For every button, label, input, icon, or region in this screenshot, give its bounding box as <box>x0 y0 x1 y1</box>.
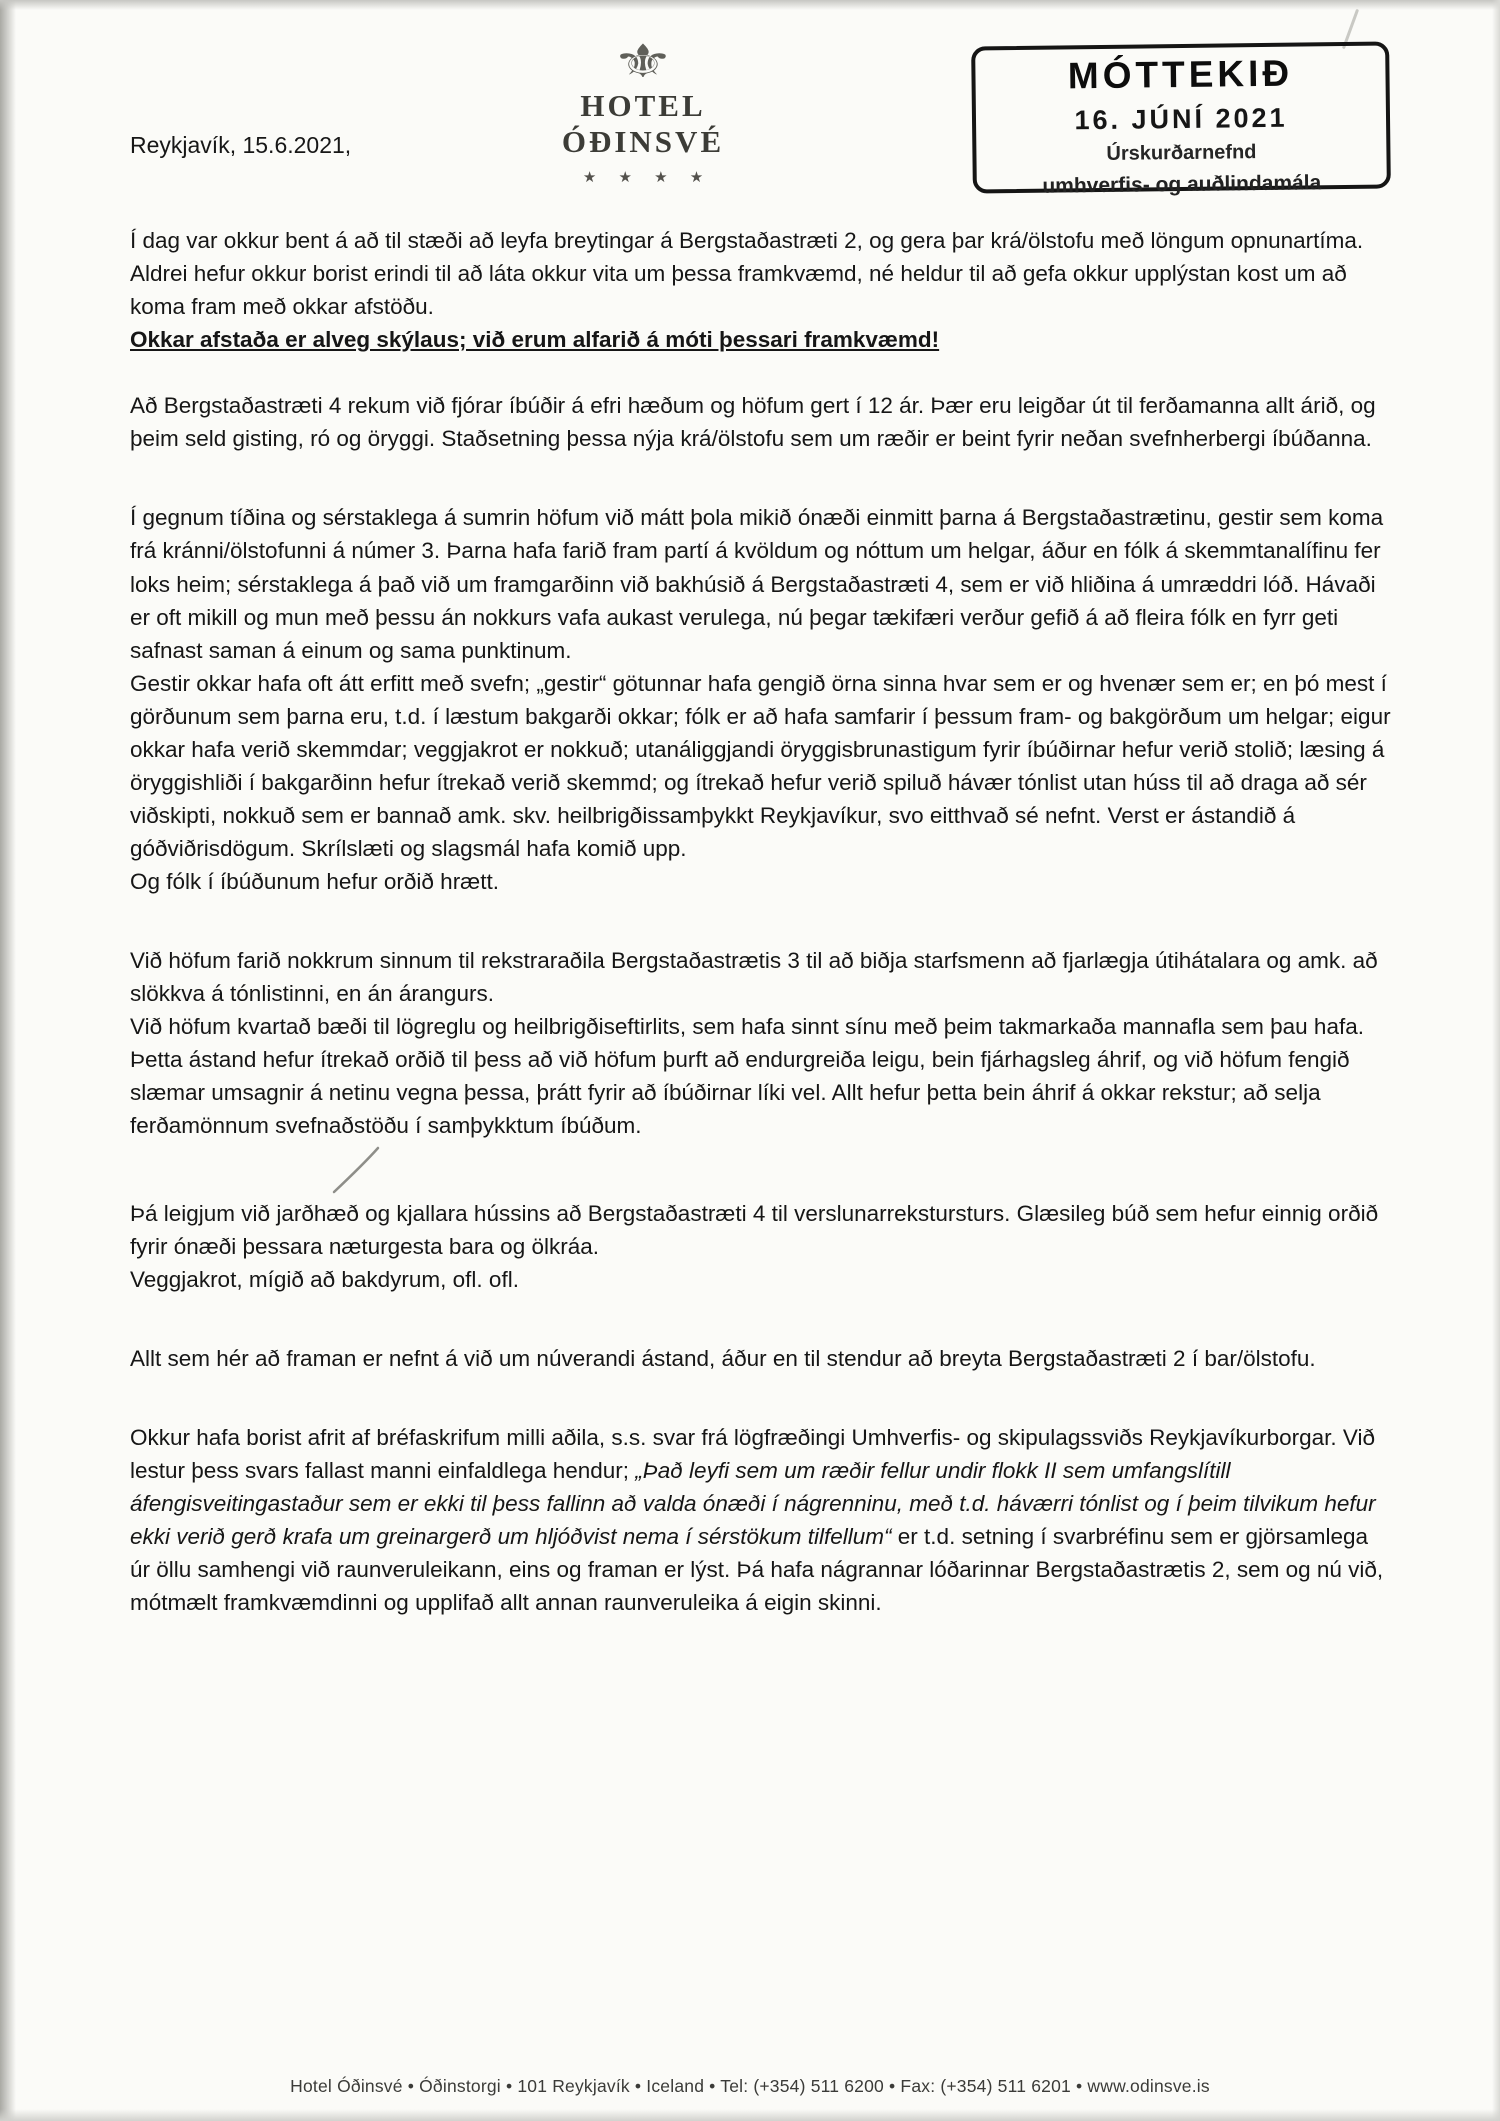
date-line: Reykjavík, 15.6.2021, <box>130 132 352 158</box>
stamp-date: 16. JÚNÍ 2021 <box>1074 102 1288 136</box>
paragraph-position-statement: Okkar afstaða er alveg skýlaus; við erum alfarið á móti þessari framkvæmd! <box>130 327 940 353</box>
letter-body <box>130 224 1392 1619</box>
paragraph-guest-complaints: Gestir okkar hafa oft átt erfitt með svefn; „gestir“ götunnar hafa gengið örna sinna hvar sem er og hvenær sem er; en þó mest í görðunum sem þarna eru, t.d. í læstum bakgarði okkar; fólk er að hafa samfarir í þessum fram- og bakgörðum um helgar; eigur okkar hafa verið skemmdar; veggjakrot er nokkuð; utanáliggjandi öryggisbrunastigum fyrir íbúðirnar hefur verið stolið; læsing á öryggishliði í bakgarðinn hefur ítrekað verið skemmd; og ítrekað hefur verið spiluð hávær tónlist utan húss til að draga að sér viðskipti, nokkuð sem er bannað amk. skv. heilbrigðissamþykkt Reykjavíkur, svo eitthvað sé nefnt. Verst er ástandið á góðviðrisdögum. Skrílslæti og slagsmál hafa komið upp. <box>130 670 1391 861</box>
hotel-logo <box>518 35 768 187</box>
paragraph-intro: Í dag var okkur bent á að til stæði að leyfa breytingar á Bergstaðastræti 2, og gera þar krá/ölstofu með löngum opnunartíma. <box>130 228 1364 253</box>
logo-hotel-text: HOTEL <box>580 88 706 123</box>
paragraph-legal-response <box>130 1421 1392 1619</box>
legal-response-post: er t.d. setning í svarbréfinu sem er gjörsamlega úr öllu samhengi við raunveruleikann, eins og framan er lýst. Þá hafa nágrannar lóðarinnar Bergstaðastrætis 2, sem og nú við, mótmælt framkvæmdinni og upplifað allt annan raunveruleika á eigin skinni. <box>130 1523 1384 1616</box>
paragraph-shop-rental: Þá leigjum við jarðhæð og kjallara hússins að Bergstaðastræti 4 til verslunarrekstursturs. Glæsileg búð sem hefur einnig orðið fyrir ónæði þessara næturgesta bara og ölkráa. <box>130 1200 1379 1259</box>
letter-footer <box>0 2076 1500 2097</box>
handwritten-mark <box>328 1145 1392 1197</box>
four-stars-icon: ★ ★ ★ ★ <box>582 169 713 187</box>
paragraph-visits-to-operator: Við höfum farið nokkrum sinnum til rekstraraðila Bergstaðastrætis 3 til að biðja starfsmenn að fjarlægja útihátalara og amk. að slökkva á tónlistinni, en án árangurs. <box>130 948 1378 1007</box>
received-stamp <box>971 41 1391 198</box>
scan-artifact-bottom-edge <box>0 2109 1500 2121</box>
paragraph-current-state: Allt sem hér að framan er nefnt á við um núverandi ástand, áður en til stendur að breyta Bergstaðastræti 2 í bar/ölstofu. <box>130 1345 1316 1371</box>
paragraph-apartments: Að Bergstaðastræti 4 rekum við fjórar íbúðir á efri hæðum og höfum gert í 12 ár. Þær eru leigðar út til ferðamanna allt árið, og þeim seld gisting, ró og öryggi. Staðsetning þessa nýja krá/ölstofu sem um ræðir er beint fyrir neðan svefnherbergi íbúðanna. <box>130 393 1376 452</box>
letter-header <box>130 0 1392 202</box>
paragraph-graffiti: Veggjakrot, mígið að bakdyrum, ofl. ofl. <box>130 1266 519 1292</box>
logo-odinsve-text: ÓÐINSVÉ <box>561 123 725 159</box>
scan-artifact-left-edge <box>0 0 16 2121</box>
fleur-de-lis-icon: ⚜ <box>611 35 675 87</box>
paragraph-police-complaints: Við höfum kvartað bæði til lögreglu og heilbrigðiseftirlits, sem hafa sinnt sínu með þeim takmarkaða mannafla sem þau hafa. <box>130 1014 1364 1040</box>
paragraph-financial-impact: Þetta ástand hefur ítrekað orðið til þess að við höfum þurft að endurgreiða leigu, bein fjárhagsleg áhrif, og við höfum fengið slæmar umsagnir á netinu vegna þessa, þrátt fyrir að íbúðirnar líki vel. Allt hefur þetta bein áhrif á okkar rekstur; að selja ferðamönnum svefnaðstöðu í samþykktum íbúðum. <box>130 1047 1350 1139</box>
stamp-org-line1: Úrskurðarnefnd <box>1106 140 1257 165</box>
paragraph-residents-scared: Og fólk í íbúðunum hefur orðið hrætt. <box>130 869 499 895</box>
stamp-org-line2: umhverfis- og auðlindamála <box>1042 171 1322 198</box>
footer-contact-line: Hotel Óðinsvé • Óðinstorgi • 101 Reykjavík • Iceland • Tel: (+354) 511 6200 • Fax: (+354) 511 6201 • www.odinsve.is <box>290 2076 1210 2096</box>
scan-artifact-right-edge <box>1492 0 1500 2121</box>
paragraph-disturbance-history: Í gegnum tíðina og sérstaklega á sumrin höfum við mátt þola mikið ónæði einmitt þarna á Bergstaðastrætinu, gestir sem koma frá kránni/ölstofunni á númer 3. Þarna hafa farið fram partí á kvöldum og nóttum um helgar, áður en fólk á skemmtanalífinu fer loks heim; sérstaklega á það við um framgarðinn við bakhúsið á Bergstaðastræti 4, sem er við hliðina á umræddri lóð. Hávaði er oft mikill og mun með þessu án nokkurs vafa aukast verulega, nú þegar tækifæri verður gefið á að fleira fólk en fyrr geti safnast saman á einum og sama punktinum. <box>130 505 1384 663</box>
paragraph-no-notice: Aldrei hefur okkur borist erindi til að láta okkur vita um þessa framkvæmd, né heldur til að gefa okkur upplýstan kost um að koma fram með okkar afstöðu. <box>130 261 1347 320</box>
legal-response-pre: Okkur hafa borist afrit af bréfaskrifum milli aðila, s.s. svar frá lögfræðingi Umhverfis- og skipulagssviðs Reykjavíkurborgar. Við lestur þess svars fallast manni einfaldlega hendur; <box>130 1424 1376 1483</box>
legal-response-quote: „Það leyfi sem um ræðir fellur undir flokk II sem umfangslítill áfengisveitingastaður sem er ekki til þess fallinn að valda ónæði í nágrenninu, með t.d. háværri tónlist og í þeim tilvikum hefur ekki verið gerð krafa um greinargerð um hljóðvist nema í sérstökum tilfellum“ <box>130 1457 1376 1549</box>
stamp-title: MÓTTEKIÐ <box>1067 52 1294 97</box>
